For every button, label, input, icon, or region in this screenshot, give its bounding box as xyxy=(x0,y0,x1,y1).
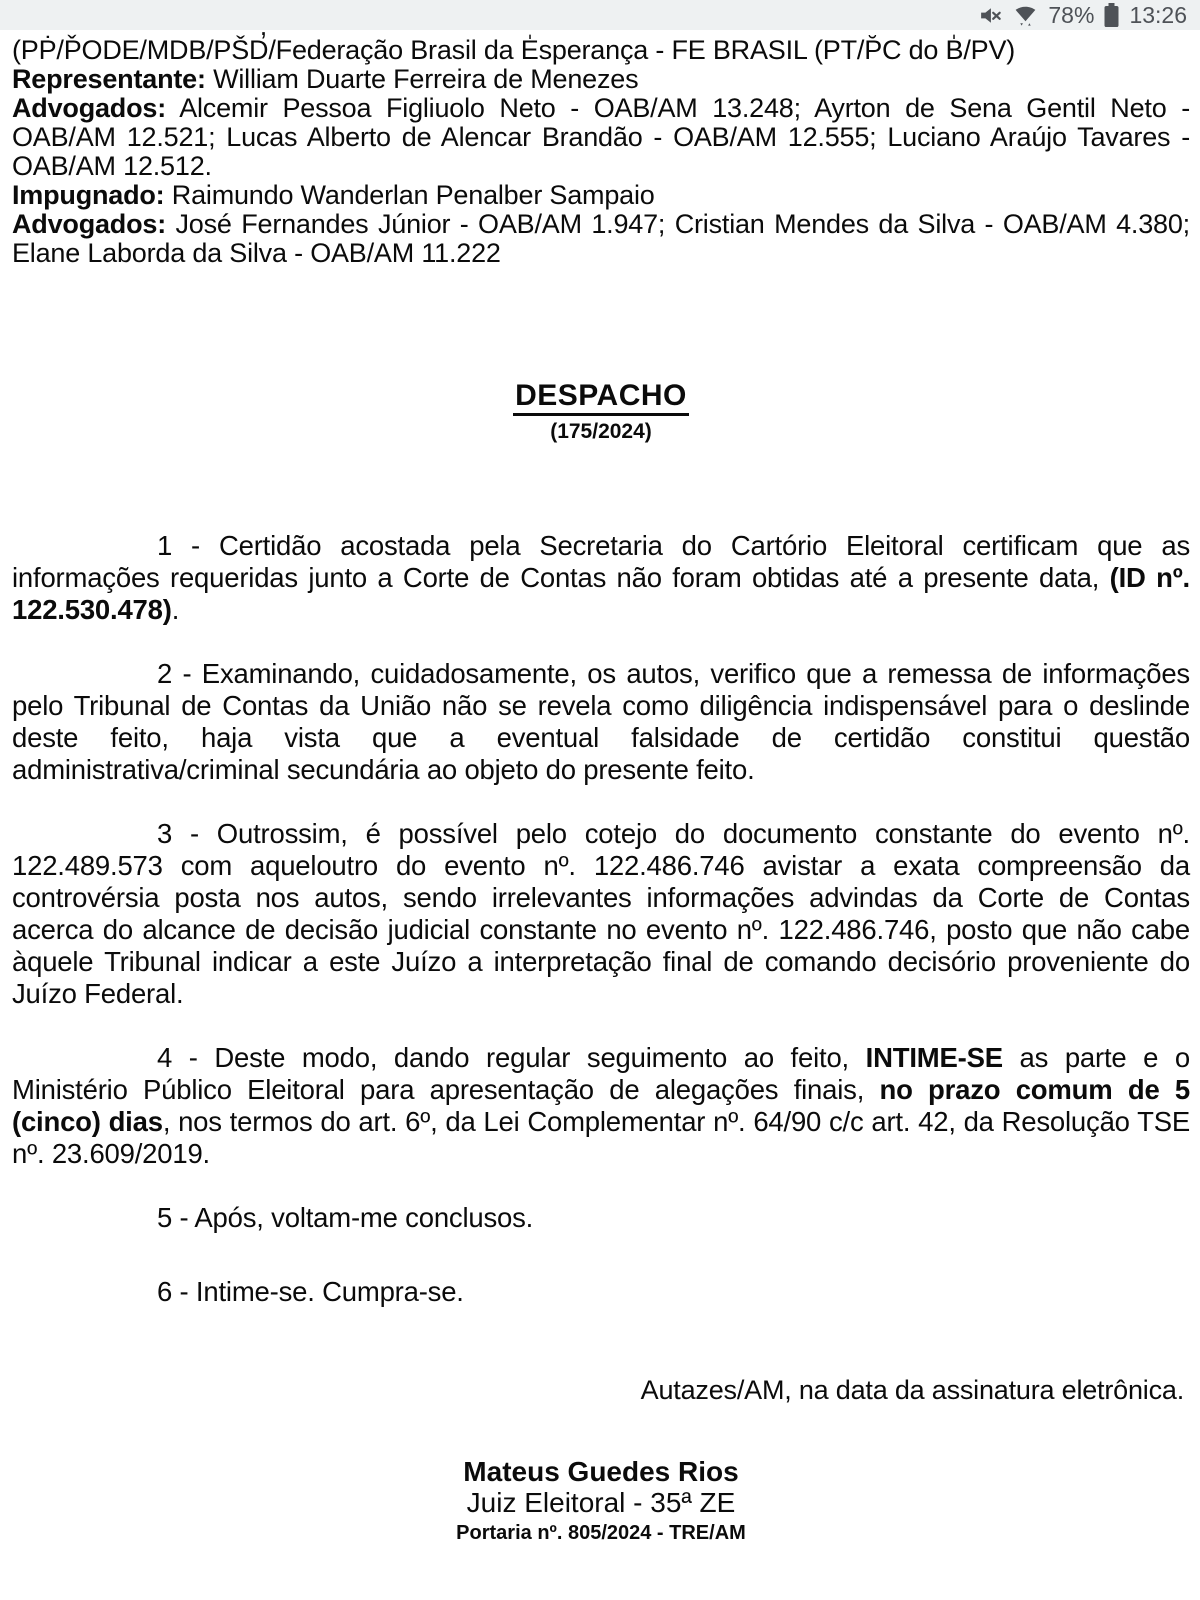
battery-percent: 78% xyxy=(1048,2,1095,28)
case-header xyxy=(12,36,1190,268)
mute-icon xyxy=(978,3,1003,28)
representante-line: Representante: William Duarte Ferreira de Menezes xyxy=(12,64,639,94)
advogados-line-1: Advogados: Alcemir Pessoa Figliuolo Neto - OAB/AM 13.248; Ayrton de Sena Gentil Neto - OAB/AM 12.521; Lucas Alberto de Alencar Brandão - OAB/AM 12.555; Luciano Araújo Tavares - OAB/AM 12.512. xyxy=(12,93,1190,181)
signer-name: Mateus Guedes Rios xyxy=(463,1456,739,1487)
clock: 13:26 xyxy=(1129,2,1187,28)
paragraph-1: 1 - Certidão acostada pela Secretaria do Cartório Eleitoral certificam que as informações requeridas junto a Corte de Contas não foram obtidas até a presente data, (ID nº. 122.530.478). xyxy=(12,530,1190,625)
paragraph-4: 4 - Deste modo, dando regular seguimento ao feito, INTIME-SE as parte e o Ministério Público Eleitoral para apresentação de alegações finais, no prazo comum de 5 (cinco) dias, nos termos do art. 6º, da Lei Complementar nº. 64/90 c/c art. 42, da Resolução TSE nº. 23.609/2019. xyxy=(12,1042,1190,1169)
advogados-line-2: Advogados: José Fernandes Júnior - OAB/AM 1.947; Cristian Mendes da Silva - OAB/AM 4.380; Elane Laborda da Silva - OAB/AM 11.222 xyxy=(12,209,1190,268)
wifi-icon xyxy=(1012,2,1039,28)
paragraph-6: 6 - Intime-se. Cumpra-se. xyxy=(157,1276,464,1307)
paragraph-5: 5 - Após, voltam-me conclusos. xyxy=(157,1202,534,1233)
status-bar xyxy=(0,0,1200,30)
despacho-body xyxy=(12,530,1190,1308)
place-date-line: Autazes/AM, na data da assinatura eletrônica. xyxy=(640,1375,1184,1405)
signer-role: Juiz Eleitoral - 35ª ZE xyxy=(466,1487,736,1518)
signer-ordinance: Portaria nº. 805/2024 - TRE/AM xyxy=(456,1522,746,1544)
despacho-title: DESPACHO xyxy=(513,380,689,416)
despacho-number: (175/2024) xyxy=(550,420,652,443)
party-line: (PṖ/P̌ODE/MDB/PŠD̕/Federação Brasil da E̍sperança - FE BRASIL (PT/P̆C do B̍/PV) xyxy=(12,35,1016,65)
document xyxy=(0,30,1200,1545)
battery-icon xyxy=(1103,2,1120,28)
paragraph-3: 3 - Outrossim, é possível pelo cotejo do documento constante do evento nº. 122.489.573 com aqueloutro do evento nº. 122.486.746 avistar a exata compreensão da controvérsia posta nos autos, sendo irrelevantes informações advindas da Corte de Contas acerca do alcance de decisão judicial constante no evento nº. 122.486.746, posto que não cabe àquele Tribunal indicar a este Juízo a interpretação final de comando decisório proveniente do Juízo Federal. xyxy=(12,818,1190,1009)
signature-block xyxy=(12,1456,1190,1545)
paragraph-2: 2 - Examinando, cuidadosamente, os autos, verifico que a remessa de informações pelo Tribunal de Contas da União não se revela como diligência indispensável para o deslinde deste feito, haja vista que a eventual falsidade de certidão constitui questão administrativa/criminal secundária ao objeto do presente feito. xyxy=(12,658,1190,785)
impugnado-line: Impugnado: Raimundo Wanderlan Penalber Sampaio xyxy=(12,180,655,210)
